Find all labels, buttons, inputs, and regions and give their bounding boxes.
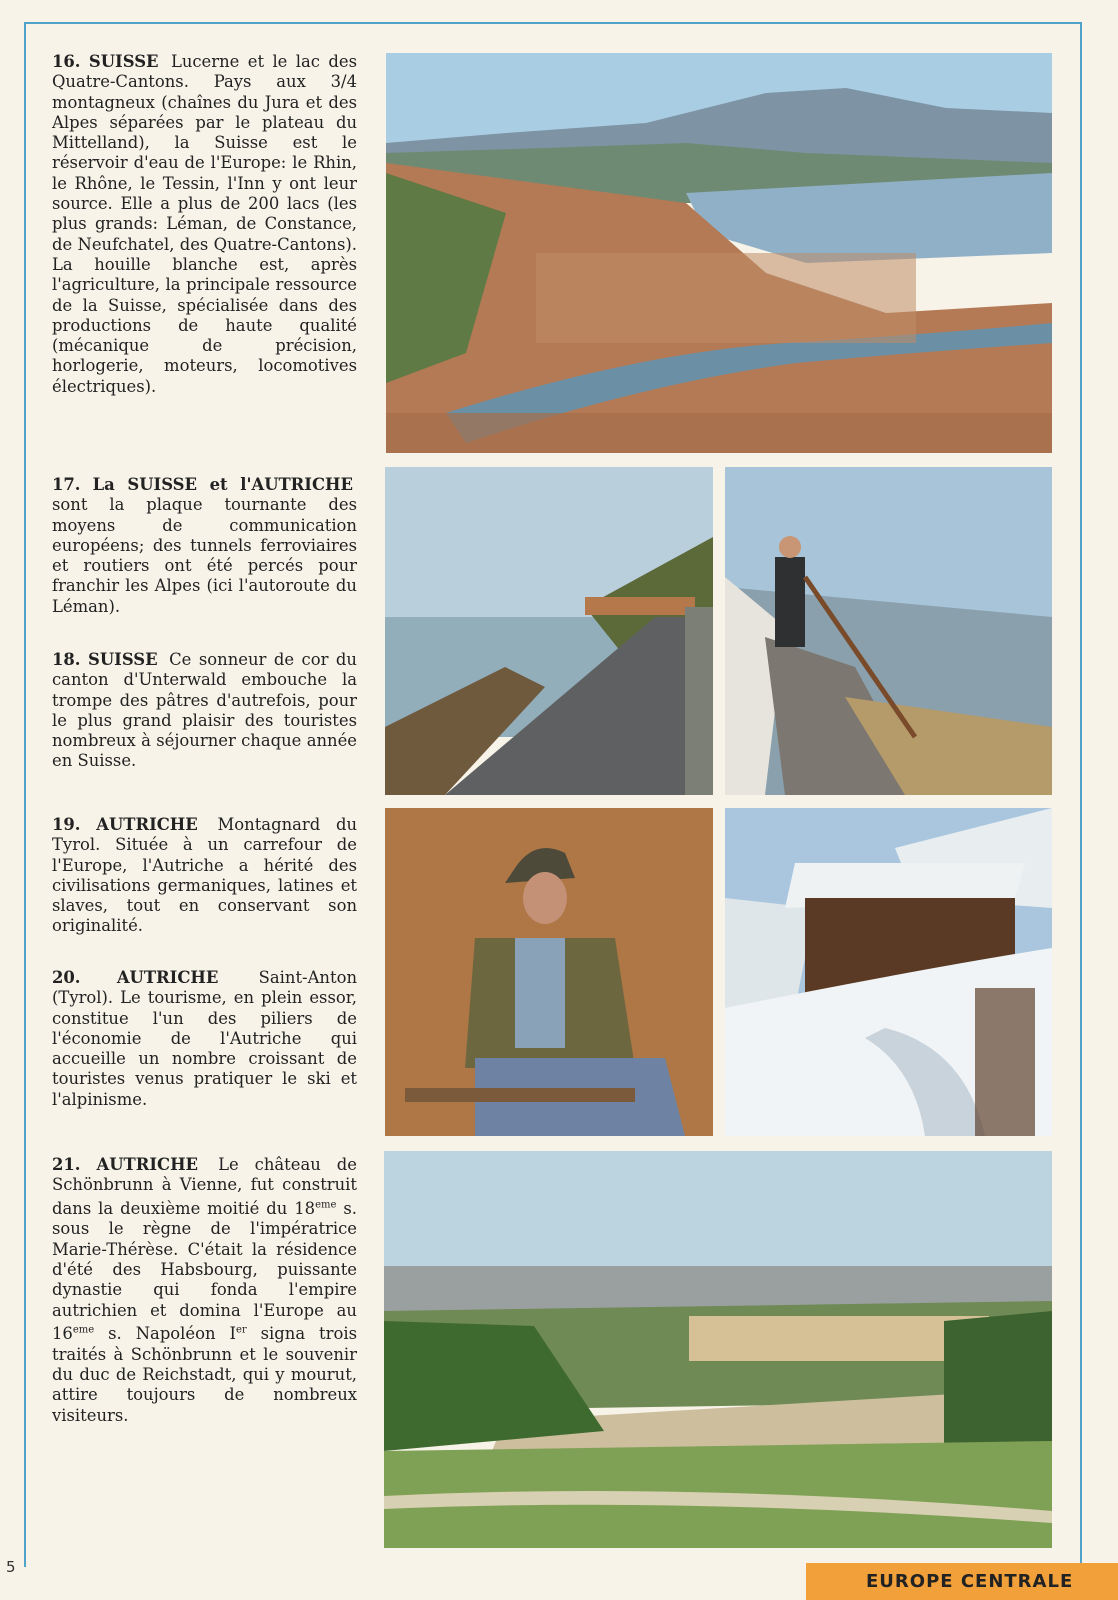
caption-number: 21.: [52, 1155, 81, 1174]
caption-number: 19.: [52, 815, 81, 834]
caption-body: Lucerne et le lac des Quatre-Cantons. Pays aux 3/4 montagneux (chaînes du Jura et des Alpes séparées par le plateau du Mittelland), la Suisse est le réservoir d'eau de l'Europe: le Rhin, le Rhône, le Tessin, l'Inn y ont leur source. Elle a plus de 200 lacs (les plus grands: Léman, de Constance, de Neufchatel, des Quatre-Cantons). La houille blanche est, après l'agriculture, la principale ressource de la Suisse, spécialisée dans des productions de haute qualité (mécanique de précision, horlogerie, moteurs, locomotives électriques).: [52, 52, 357, 396]
caption-number: 17.: [52, 475, 81, 494]
caption-heading: SUISSE: [88, 650, 158, 669]
caption-heading: AUTRICHE: [116, 968, 219, 987]
caption-number: 20.: [52, 968, 81, 987]
caption-heading: SUISSE: [88, 52, 159, 71]
caption-16: [52, 52, 357, 397]
photo-motorway: [385, 467, 713, 795]
caption-body: Saint-Anton (Tyrol). Le tourisme, en plein essor, constitue l'un des piliers de l'économie de l'Autriche qui accueille un nombre croissant de touristes venus pratiquer le ski et l'alpinisme.: [52, 968, 357, 1109]
caption-20: [52, 968, 357, 1110]
caption-number: 16.: [52, 52, 81, 71]
caption-body: sont la plaque tournante des moyens de communication européens; des tunnels ferroviaires et routiers ont été percés pour franchir les Alpes (ici l'autoroute du Léman).: [52, 495, 357, 616]
caption-19: [52, 815, 357, 937]
photo-schonbrunn: [384, 1151, 1052, 1548]
caption-heading: AUTRICHE: [96, 815, 198, 834]
photo-alphorn: [725, 467, 1052, 795]
photo-saint-anton: [725, 808, 1052, 1136]
caption-heading: La SUISSE et l'AUTRICHE: [92, 475, 353, 494]
caption-17: [52, 475, 357, 617]
section-label: EUROPE CENTRALE: [806, 1563, 1118, 1600]
photo-lucerne: [386, 53, 1052, 453]
photo-tyrol-mountaineer: [385, 808, 713, 1136]
caption-heading: AUTRICHE: [96, 1155, 199, 1174]
caption-body: Le château de Schönbrunn à Vienne, fut construit dans la deuxième moitié du 18eme s. sous le règne de l'impératrice Marie-Thérèse. C'était la résidence d'été des Habsbourg, puissante dynastie qui fonda l'empire autrichien et domina l'Europe au 16eme s. Napoléon Ier signa trois traités à Schönbrunn et le souvenir du duc de Reichstadt, qui y mourut, attire toujours de nombreux visiteurs.: [52, 1155, 357, 1425]
caption-number: 18.: [52, 650, 81, 669]
page-number: 5: [6, 1558, 16, 1576]
caption-18: [52, 650, 357, 772]
caption-21: [52, 1155, 357, 1426]
caption-body: Montagnard du Tyrol. Située à un carrefour de l'Europe, l'Autriche a hérité des civilisations germaniques, latines et slaves, tout en conservant son originalité.: [52, 815, 357, 936]
caption-body: Ce sonneur de cor du canton d'Unterwald embouche la trompe des pâtres d'autrefois, pour le plus grand plaisir des touristes nombreux à séjourner chaque année en Suisse.: [52, 650, 357, 771]
